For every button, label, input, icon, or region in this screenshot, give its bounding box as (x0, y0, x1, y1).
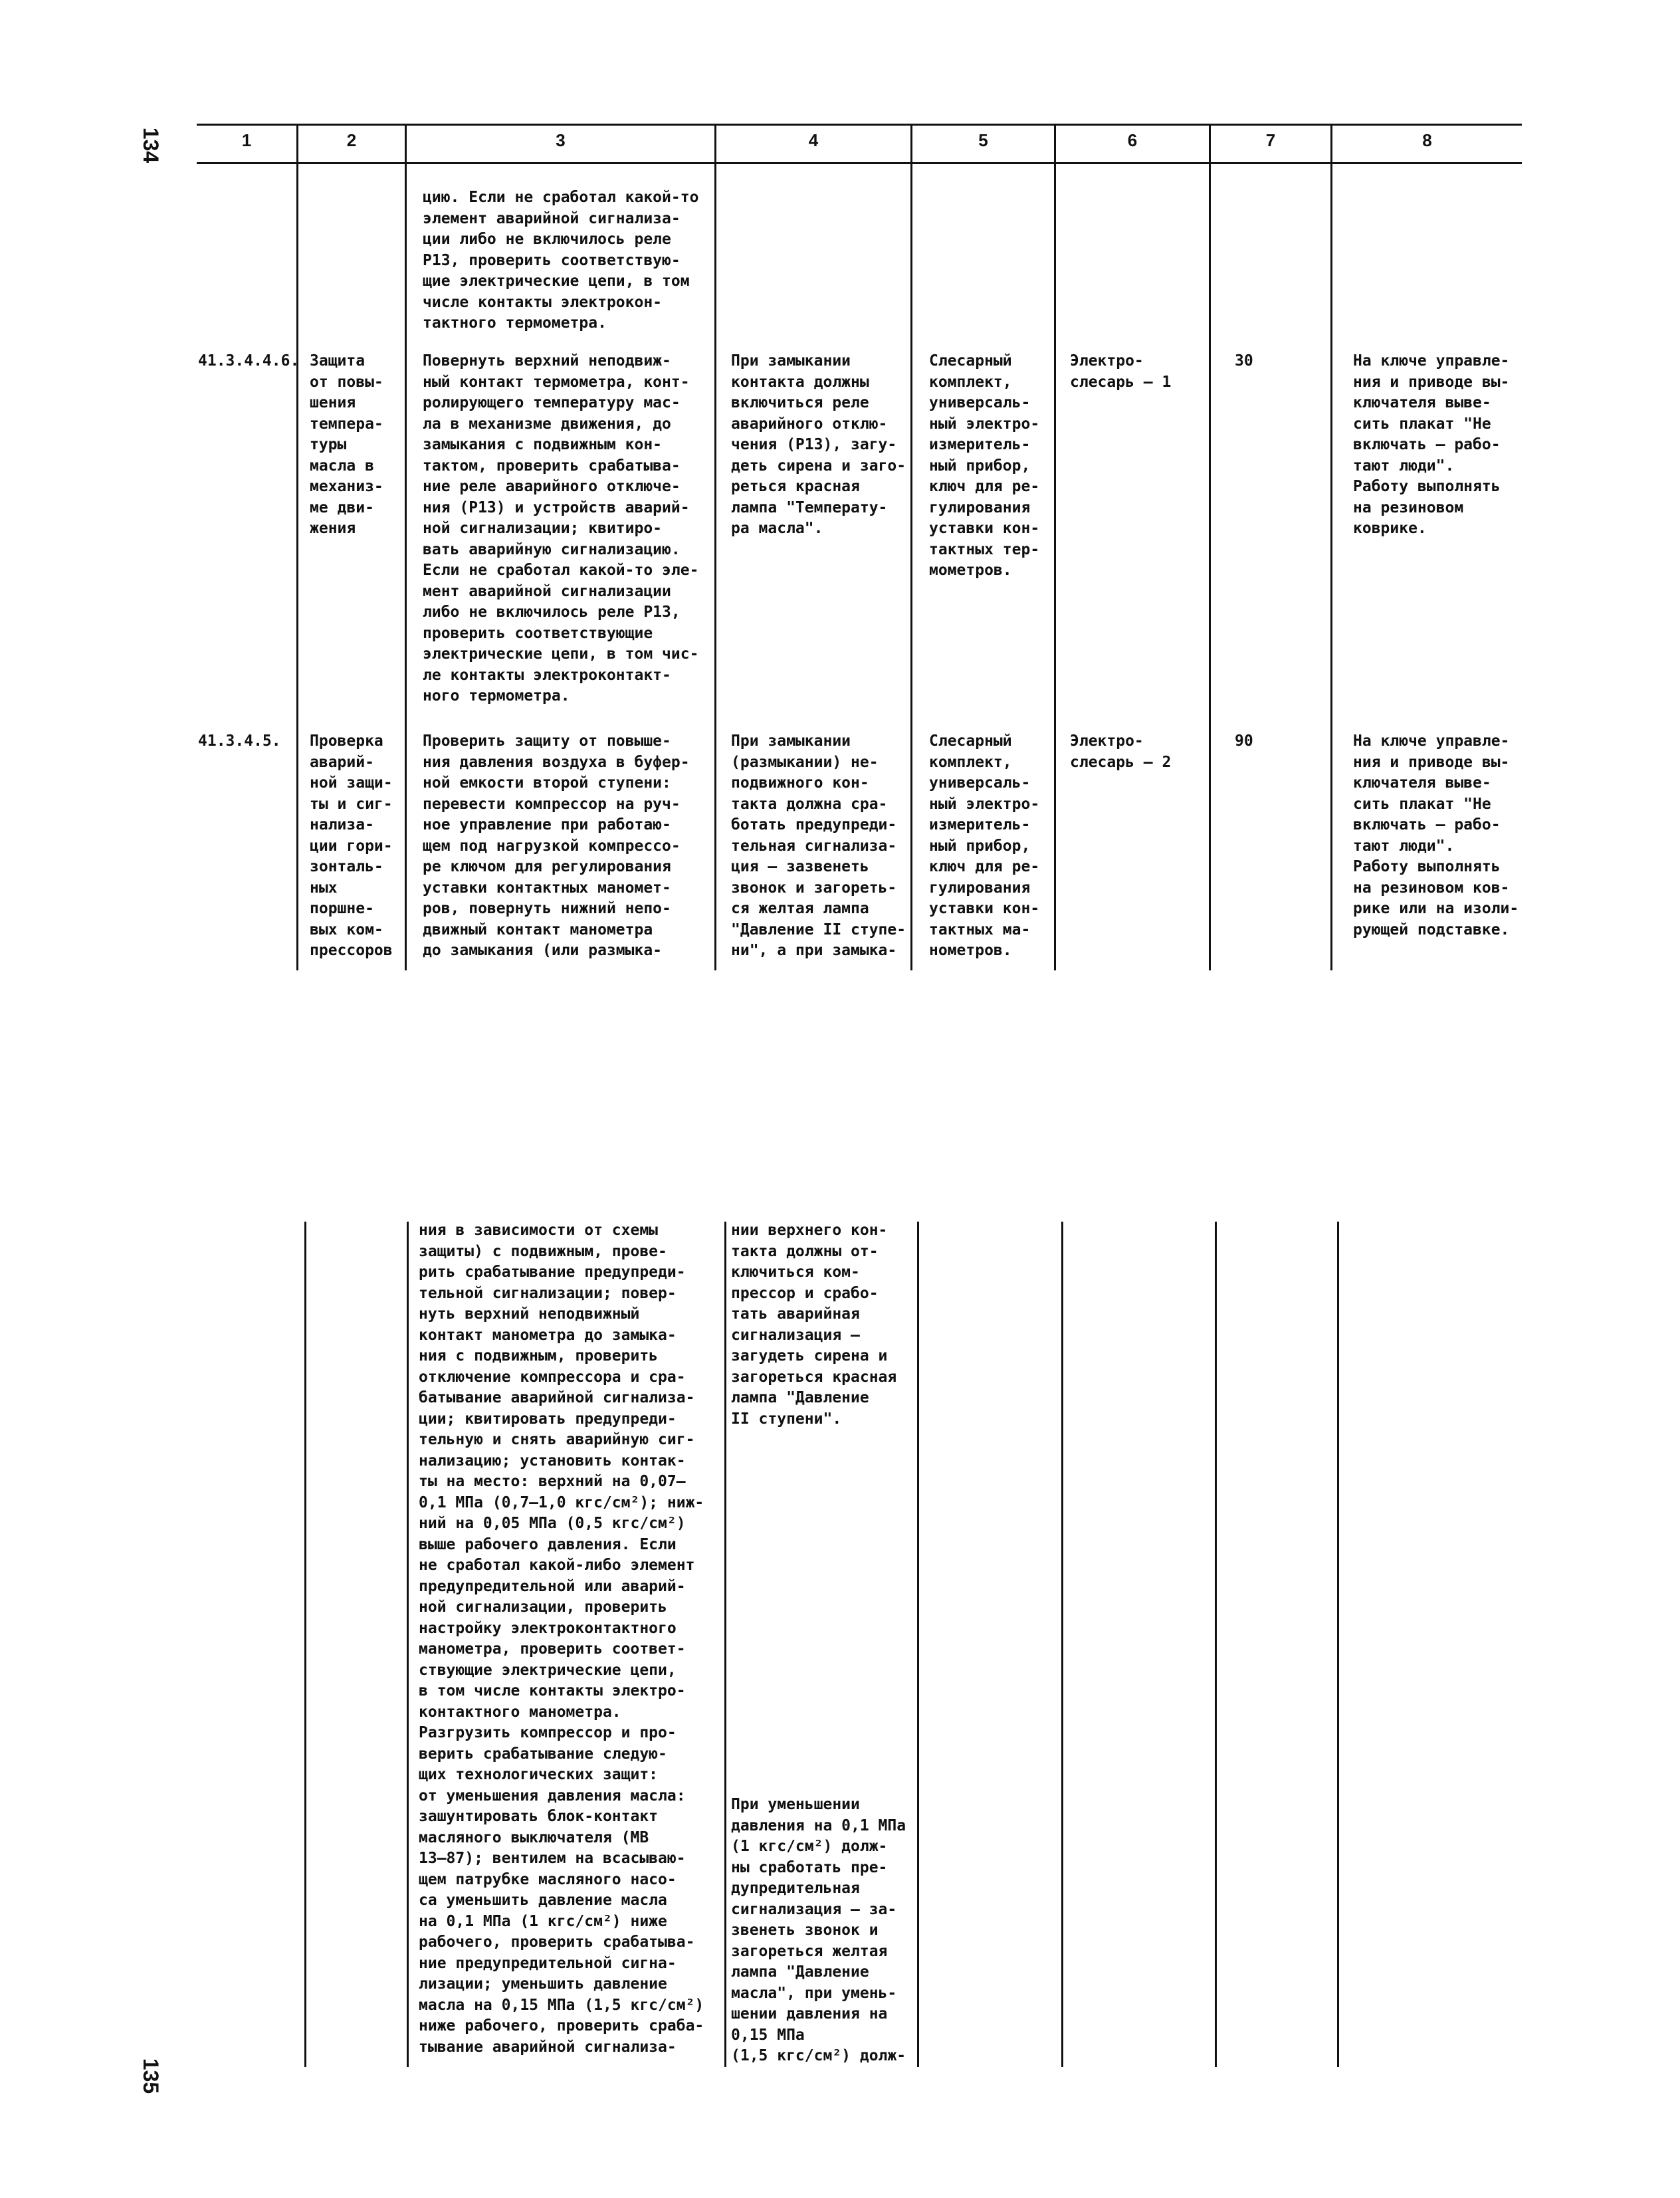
header-col-6: 6 (1127, 130, 1138, 150)
row1-col8: На ключе управле- ния и приводе вы- ключателя выве- сить плакат "Не включать — рабо- тают люди". Работу выполнять на резиновом коврике. (1353, 352, 1510, 537)
header-col-4: 4 (808, 130, 819, 150)
row2-col3: Проверить защиту от повыше- ния давления воздуха в буфер- ной емкости второй ступени: перевести компрессор на руч- ное управление при работаю- щем под нагрузкой компрессо- ре ключом для регулирования уставки контактных маномет- ров, повернуть нижний непо- движный контакт манометра до замыкания (или размыка- (423, 732, 690, 959)
column-divider (714, 124, 716, 970)
row2-col4: При замыкании (размыкании) не- подвижного кон- такта должна сра- ботать предупреди- тельная сигнализа- ция — зазвенеть звонок и загореть- ся желтая лампа "Давление II ступе- ни", а при замыка- (731, 732, 906, 959)
row2-col2: Проверка аварий- ной защи- ты и сиг- нализа- ции гори- зонталь- ных поршне- вых ком- прессоров (310, 732, 393, 959)
row1-col7: 30 (1235, 352, 1253, 370)
header-col-1: 1 (241, 130, 252, 150)
row1-col5: Слесарный комплект, универсаль- ный электро- измеритель- ный прибор, ключ для ре- гулирования уставки кон- тактных тер- мометров. (929, 352, 1040, 579)
row1-col3: Повернуть верхний неподвиж- ный контакт термометра, конт- ролирующего температуру мас- ла в механизме движения, до замыкания с подвижным кон- тактом, проверить срабатыва- ние реле аварийного отключе- ния (Р13) и устройств аварий- ной сигнализации; квитиро- вать аварийную сигнализацию. Если не сработал какой-то эле- мент аварийной сигнализации либо не включилось реле Р13, проверить соответствующие электрические цепи, в том чис- ле контакты электроконтакт- ного термометра. (423, 352, 699, 705)
header-col-3: 3 (556, 130, 566, 150)
header-col-8: 8 (1422, 130, 1432, 150)
page-number-bottom: 135 (139, 2058, 163, 2094)
row2-col7: 90 (1235, 732, 1253, 750)
row1-col1: 41.3.4.4.6. (198, 352, 300, 370)
column-divider (1337, 1222, 1339, 2067)
row2-col8: На ключе управле- ния и приводе вы- ключателя выве- сить плакат "Не включать — рабо- тают люди". Работу выполнять на резиновом ков- рике или на изоли- рующей подставке. (1353, 732, 1519, 938)
page-number-top: 134 (139, 127, 163, 164)
column-divider (1061, 1222, 1063, 2067)
row1-col6: Электро- слесарь — 1 (1070, 352, 1172, 391)
row1-col2: Защита от повы- шения темпера- туры масла в механиз- ме дви- жения (310, 352, 383, 537)
column-divider (1054, 124, 1056, 970)
column-divider (407, 1222, 409, 2067)
column-divider (917, 1222, 919, 2067)
column-divider (910, 124, 912, 970)
column-divider (724, 1222, 726, 2067)
column-divider (304, 1222, 306, 2067)
column-divider (405, 124, 407, 970)
continued-col3: ния в зависимости от схемы защиты) с подвижным, прове- рить срабатывание предупреди- тельной сигнализации; повер- нуть верхний неподвижный контакт манометра до замыка- ния с подвижным, проверить отключение компрессора и сра- батывание аварийной сигнализа- ции; квитировать предупреди- тельную и снять аварийную сиг- нализацию; установить контак- ты на место: верхний на 0,07— 0,1 МПа (0,7—1,0 кгс/см²); ниж- ний на 0,05 МПа (0,5 кгс/см²) выше рабочего давления. Если не сработал какой-либо элемент предупредительной или аварий- ной сигнализации, проверить настройку электроконтактного манометра, проверить соответ- ствующие электрические цепи, в том числе контакты электро- контактного манометра. Разгрузить компрессор и про- верить срабатывание следую- щих технологических защит: от уменьшения давления масла: зашунтировать блок-контакт масляного выключателя (МВ 13—87); вентилем на всасываю- щем патрубке масляного насо- са уменьшить давление масла на 0,1 МПа (1 кгс/см²) ниже рабочего, проверить срабатыва- ние предупредительной сигна- лизации; уменьшить давление масла на 0,15 МПа (1,5 кгс/см²) ниже рабочего, проверить сраба- тывание аварийной сигнализа- (419, 1222, 704, 2056)
row2-col1: 41.3.4.5. (198, 732, 281, 750)
header-col-2: 2 (346, 130, 357, 150)
continuation-col3: цию. Если не сработал какой-то элемент аварийной сигнализа- ции либо не включилось реле Р13, проверить соответствую- щие электрические цепи, в том числе контакты электрокон- тактного термометра. (423, 189, 699, 332)
column-divider (1209, 124, 1211, 970)
column-divider (296, 124, 298, 970)
continued-col4-top: нии верхнего кон- такта должны от- ключиться ком- прессор и срабо- тать аварийная сигнализация — загудеть сирена и загореться красная лампа "Давление II ступени". (731, 1222, 897, 1428)
header-col-7: 7 (1265, 130, 1276, 150)
row2-col6: Электро- слесарь — 2 (1070, 732, 1172, 771)
header-col-5: 5 (978, 130, 988, 150)
continued-col4-bottom: При уменьшении давления на 0,1 МПа (1 кгс/см²) долж- ны сработать пре- дупредительная сигнализация — за- звенеть звонок и загореться желтая лампа "Давление масла", при умень- шении давления на 0,15 МПа (1,5 кгс/см²) долж- (731, 1796, 906, 2064)
row1-col4: При замыкании контакта должны включиться реле аварийного отклю- чения (Р13), загу- деть сирена и заго- реться красная лампа "Температу- ра масла". (731, 352, 906, 537)
table-top-rule (197, 124, 1522, 126)
table-header-rule (197, 162, 1522, 164)
row2-col5: Слесарный комплект, универсаль- ный электро- измеритель- ный прибор, ключ для ре- гулирования уставки кон- тактных ма- нометров. (929, 732, 1040, 959)
column-divider (1330, 124, 1332, 970)
column-divider (1215, 1222, 1217, 2067)
